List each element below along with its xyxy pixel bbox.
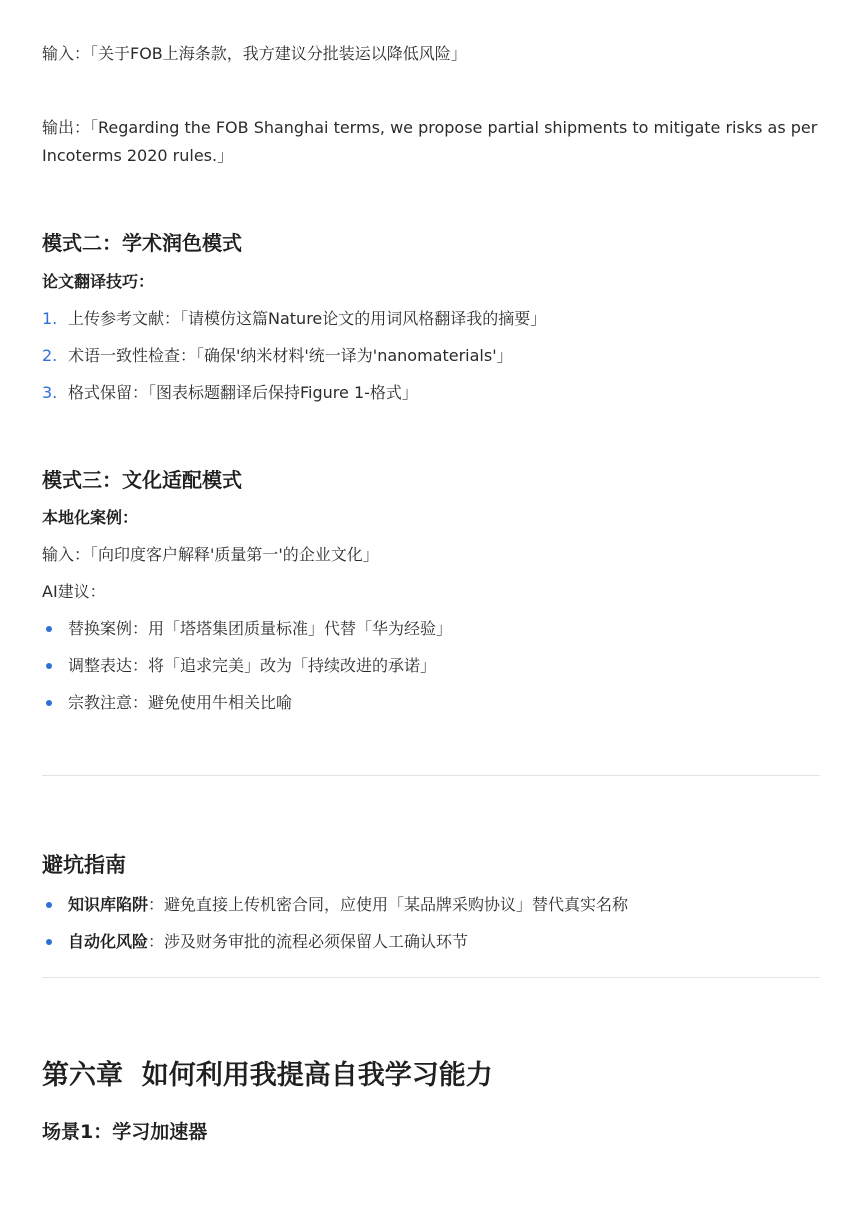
bullet-dot-icon: [46, 626, 52, 632]
section-divider: [42, 977, 820, 978]
list-item-text: 宗教注意：避免使用牛相关比喻: [68, 693, 293, 712]
bullet-dot-icon: [46, 663, 52, 669]
mode3-title: 模式三：文化适配模式: [42, 468, 242, 492]
guide-title: 避坑指南: [42, 853, 126, 877]
list-item-text: 调整表达：将「追求完美」改为「持续改进的承诺」: [68, 656, 437, 675]
scene-title: 场景1：学习加速器: [42, 1121, 208, 1143]
intro-output-line: 输出：「Regarding the FOB Shanghai terms, we propose partial shipments to mitigate risks as per Incoterms 2020 rules.」: [42, 118, 818, 165]
mode3-ai-label: AI建议：: [42, 582, 106, 601]
list-item-label: 自动化风险: [68, 932, 149, 951]
list-item-text: 术语一致性检查：「确保'纳米材料'统一译为'nanomaterials'」: [68, 346, 513, 365]
list-item-label: 知识库陷阱: [68, 895, 149, 914]
list-item-text: 替换案例：用「塔塔集团质量标准」代替「华为经验」: [68, 619, 453, 638]
mode3-input-line: 输入：「向印度客户解释'质量第一'的企业文化」: [42, 545, 379, 564]
list-item-text: [68, 891, 628, 919]
mode2-title: 模式二：学术润色模式: [42, 231, 242, 255]
mode3-subtitle: 本地化案例：: [42, 508, 139, 527]
section-divider: [42, 775, 820, 776]
list-item-body: ：避免直接上传机密合同，应使用「某品牌采购协议」替代真实名称: [148, 895, 629, 914]
bullet-dot-icon: [46, 939, 52, 945]
list-item-text: 上传参考文献：「请模仿这篇Nature论文的用词风格翻译我的摘要」: [68, 309, 547, 328]
list-number: 3.: [42, 383, 58, 402]
bullet-dot-icon: [46, 700, 52, 706]
bullet-dot-icon: [46, 902, 52, 908]
document-page: [42, 0, 820, 1215]
list-number: 1.: [42, 309, 58, 328]
list-item-text: 格式保留：「图表标题翻译后保持Figure 1-格式」: [68, 383, 418, 402]
chapter-title: 第六章 如何利用我提高自我学习能力: [42, 1060, 493, 1091]
mode2-subtitle: 论文翻译技巧：: [42, 272, 155, 291]
list-number: 2.: [42, 346, 58, 365]
list-item-body: ：涉及财务审批的流程必须保留人工确认环节: [148, 932, 469, 951]
list-item-text: [68, 928, 468, 956]
intro-input-line: 输入：「关于FOB上海条款，我方建议分批装运以降低风险」: [42, 44, 467, 63]
